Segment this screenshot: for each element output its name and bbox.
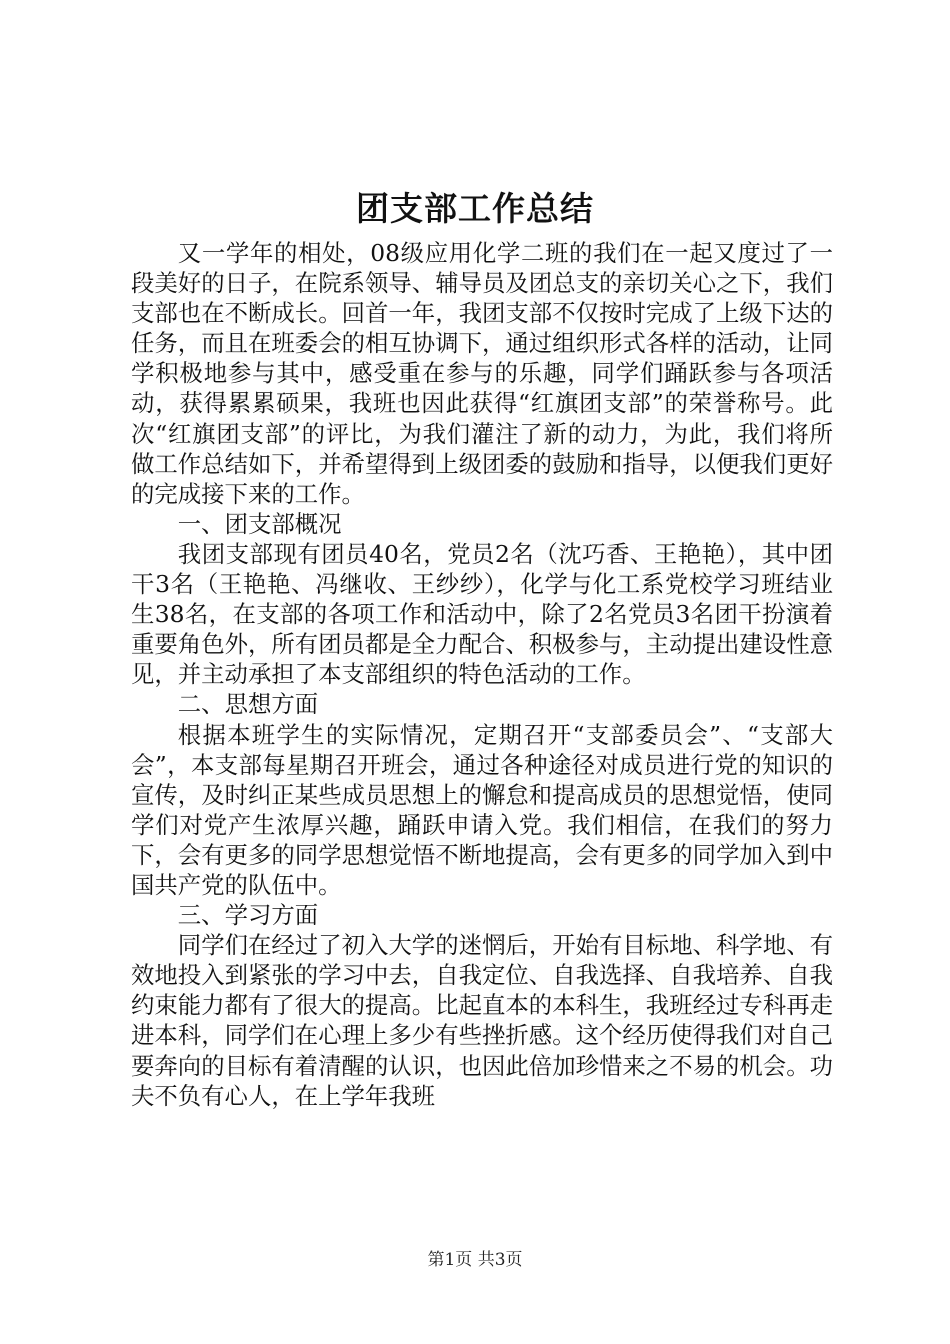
document-title: 团支部工作总结 <box>356 189 594 228</box>
study-paragraph: 同学们在经过了初入大学的迷惘后，开始有目标地、科学地、有效地投入到紧张的学习中去，自我定位、自我选择、自我培养、自我约束能力都有了很大的提高。比起直本的本科生，我班经过专科再走进本科，同学们在心理上多少有些挫折感。这个经历使得我们对自己要奔向的目标有着清醒的认识，也因此倍加珍惜来之不易的机会。功夫不负有心人，在上学年我班 <box>131 931 833 1110</box>
document-body <box>131 238 833 1111</box>
section-heading-overview: 一、团支部概况 <box>177 509 342 538</box>
page-number-footer: 第1页 共3页 <box>427 1250 523 1270</box>
thought-paragraph: 根据本班学生的实际情况，定期召开“支部委员会”、“支部大会”，本支部每星期召开班会，通过各种途径对成员进行党的知识的宣传，及时纠正某些成员思想上的懈怠和提高成员的思想觉悟，使同学们对党产生浓厚兴趣，踊跃申请入党。我们相信，在我们的努力下，会有更多的同学思想觉悟不断地提高，会有更多的同学加入到中国共产党的队伍中。 <box>131 720 833 899</box>
section-heading-study: 三、学习方面 <box>177 901 319 930</box>
overview-paragraph: 我团支部现有团员40名，党员2名（沈巧香、王艳艳），其中团干3名（王艳艳、冯继收、王纱纱），化学与化工系党校学习班结业生38名，在支部的各项工作和活动中，除了2名党员3名团干扮演着重要角色外，所有团员都是全力配合、积极参与，主动提出建设性意见，并主动承担了本支部组织的特色活动的工作。 <box>131 539 833 689</box>
section-heading-thought: 二、思想方面 <box>177 690 319 719</box>
intro-paragraph: 又一学年的相处，08级应用化学二班的我们在一起又度过了一段美好的日子，在院系领导、辅导员及团总支的亲切关心之下，我们支部也在不断成长。回首一年，我团支部不仅按时完成了上级下达的任务，而且在班委会的相互协调下，通过组织形式各样的活动，让同学积极地参与其中，感受重在参与的乐趣，同学们踊跃参与各项活动，获得累累硕果，我班也因此获得“红旗团支部”的荣誉称号。此次“红旗团支部”的评比，为我们灌注了新的动力，为此，我们将所做工作总结如下，并希望得到上级团委的鼓励和指导，以便我们更好的完成接下来的工作。 <box>131 239 833 508</box>
